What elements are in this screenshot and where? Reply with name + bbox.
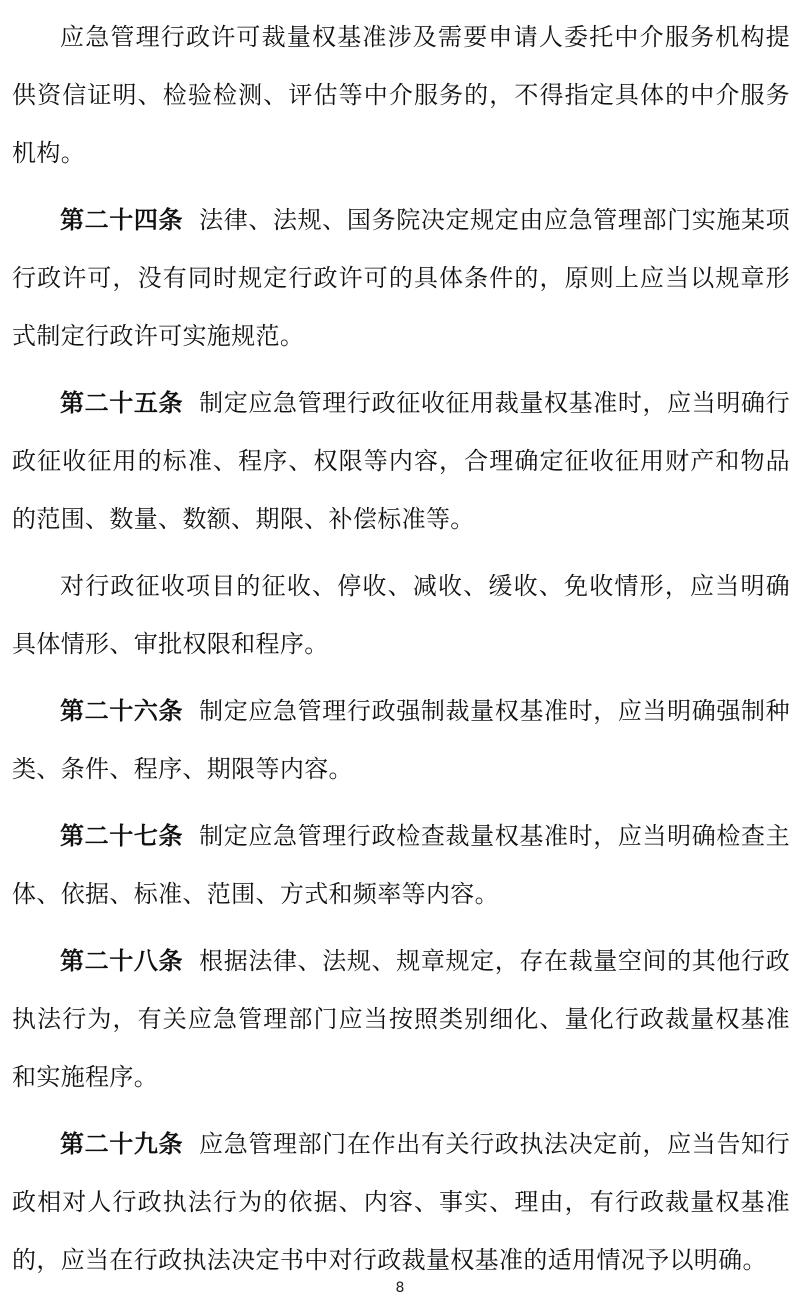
article-text: 制定应急管理行政强制裁量权基准时，应当明确强制种类、条件、程序、期限等内容。	[12, 697, 790, 783]
article-text: 制定应急管理行政检查裁量权基准时，应当明确检查主体、依据、标准、范围、方式和频率等内容。	[12, 822, 790, 908]
page-number: 8	[395, 1280, 405, 1296]
article-29-paragraph	[12, 1115, 790, 1289]
article-number: 第二十八条	[60, 946, 184, 975]
paragraph-levy-cases	[12, 557, 790, 673]
article-28-paragraph	[12, 932, 790, 1106]
article-24-paragraph	[12, 191, 790, 365]
article-number: 第二十四条	[60, 205, 184, 234]
article-number: 第二十七条	[60, 821, 184, 850]
article-text: 法律、法规、国务院决定规定由应急管理部门实施某项行政许可，没有同时规定行政许可的具体条件的，原则上应当以规章形式制定行政许可实施规范。	[12, 206, 790, 350]
article-number: 第二十九条	[60, 1129, 184, 1158]
article-number: 第二十六条	[60, 696, 184, 725]
article-25-paragraph	[12, 374, 790, 548]
article-number: 第二十五条	[60, 388, 184, 417]
document-body	[12, 8, 790, 1298]
paragraph-text: 对行政征收项目的征收、停收、减收、缓收、免收情形，应当明确具体情形、审批权限和程序。	[12, 572, 790, 658]
article-27-paragraph	[12, 807, 790, 923]
article-text: 制定应急管理行政征收征用裁量权基准时，应当明确行政征收征用的标准、程序、权限等内容，合理确定征收征用财产和物品的范围、数量、数额、期限、补偿标准等。	[12, 389, 790, 533]
article-text: 根据法律、法规、规章规定，存在裁量空间的其他行政执法行为，有关应急管理部门应当按照类别细化、量化行政裁量权基准和实施程序。	[12, 947, 790, 1091]
paragraph-text: 应急管理行政许可裁量权基准涉及需要申请人委托中介服务机构提供资信证明、检验检测、评估等中介服务的，不得指定具体的中介服务机构。	[12, 23, 790, 167]
article-text: 应急管理部门在作出有关行政执法决定前，应当告知行政相对人行政执法行为的依据、内容、事实、理由，有行政裁量权基准的，应当在行政执法决定书中对行政裁量权基准的适用情况予以明确。	[12, 1130, 790, 1274]
article-26-paragraph	[12, 682, 790, 798]
paragraph-intermediary-services	[12, 8, 790, 182]
